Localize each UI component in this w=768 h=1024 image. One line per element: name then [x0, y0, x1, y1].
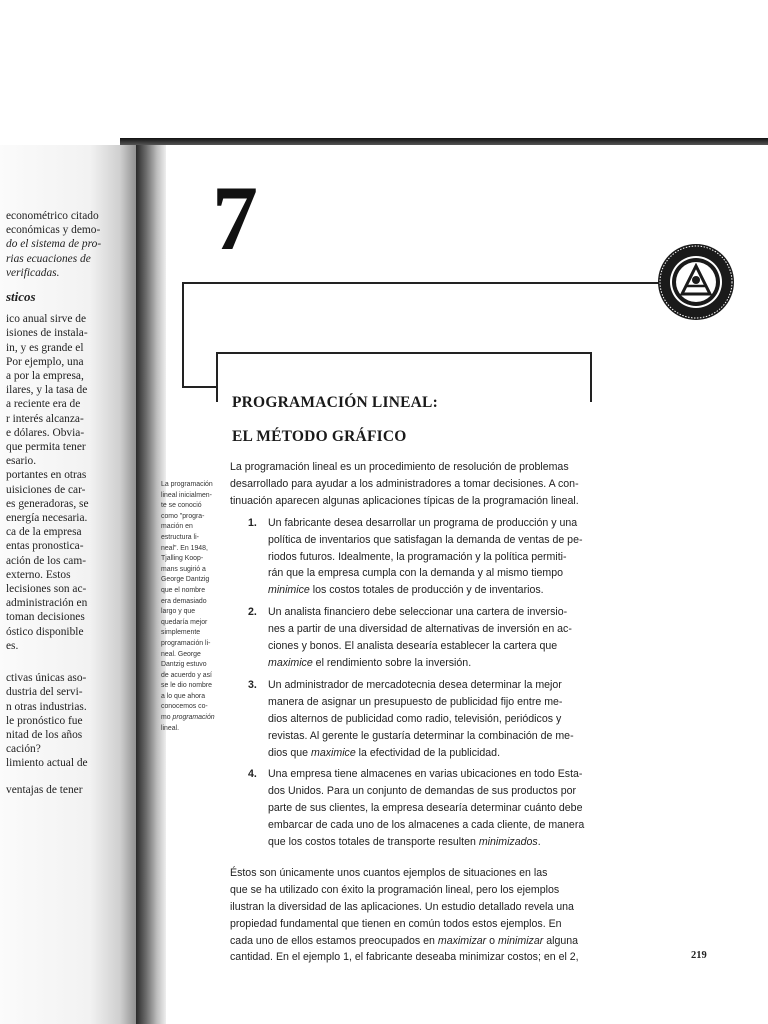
text-line: rán que la empresa cumpla con la demanda y al mismo tiempo — [268, 567, 564, 580]
text-line: portantes en otras — [6, 469, 87, 482]
title-frame-line — [216, 352, 592, 354]
title-frame-line — [182, 282, 184, 387]
text-line: limiento actual de — [6, 757, 88, 770]
note-line: lineal inicialmen- — [161, 491, 212, 499]
title-frame-line — [182, 282, 666, 284]
margin-note — [161, 480, 236, 734]
note-line: lineal. — [161, 724, 180, 732]
text-line: óstico disponible — [6, 625, 84, 638]
text-line: es generadoras, se — [6, 497, 89, 510]
text-line: revistas. Al gerente le gustaría determinar la combinación de me- — [268, 729, 574, 742]
text-line: n otras industrias. — [6, 700, 87, 713]
list-number: 3. — [248, 678, 257, 691]
note-line: mo programación — [161, 714, 215, 722]
text-line: maximice el rendimiento sobre la inversión. — [268, 656, 472, 669]
seal-icon — [656, 242, 736, 322]
text-line: dustria del servi- — [6, 686, 83, 699]
note-line: de acuerdo y así — [161, 671, 212, 679]
list-number: 1. — [248, 516, 257, 529]
list-number: 4. — [248, 768, 257, 781]
text-line: Un fabricante desea desarrollar un programa de producción y una — [268, 516, 578, 529]
text-line: tinuación aparecen algunas aplicaciones típicas de la programación lineal. — [230, 494, 579, 507]
text-line: econométrico citado — [6, 210, 99, 222]
note-line: mans sugirió a — [161, 565, 206, 573]
text-line: que se ha utilizado con éxito la programación lineal, pero los ejemplos — [230, 883, 560, 896]
text-line: Un administrador de mercadotecnia desea determinar la mejor — [268, 678, 562, 691]
note-line: neal. George — [161, 650, 201, 658]
text-line: minimice los costos totales de producción y de inventarios. — [268, 584, 544, 597]
text-line: Por ejemplo, una — [6, 355, 84, 368]
text-line: dos Unidos. Para un conjunto de demandas de sus productos por — [268, 785, 577, 798]
note-line: mación en — [161, 523, 193, 531]
note-line: George Dantzig — [161, 576, 210, 584]
note-line: simplemente — [161, 629, 201, 637]
text-line: administración en — [6, 597, 88, 610]
section-heading: sticos — [6, 289, 36, 305]
list-item — [248, 604, 575, 672]
note-line: neal". En 1948, — [161, 544, 208, 552]
title-frame-line — [216, 352, 218, 402]
text-line: Un analista financiero debe seleccionar una cartera de inversio- — [268, 606, 568, 619]
text-line: ctivas únicas aso- — [6, 672, 87, 685]
text-line: ca de la empresa — [6, 526, 82, 539]
text-line: riodos futuros. Idealmente, la programación y la política permiti- — [268, 550, 567, 563]
text-line: in, y es grande el — [6, 341, 84, 354]
note-line: La programación — [161, 481, 213, 488]
text-line: cada uno de ellos estamos preocupados en maximizar o minimizar alguna — [230, 934, 579, 947]
text-line: le pronóstico fue — [6, 714, 83, 727]
text-line: e dólares. Obvia- — [6, 426, 85, 439]
note-line: era demasiado — [161, 597, 207, 605]
text-line: esario. — [6, 455, 37, 468]
note-line: a lo que ahora — [161, 692, 206, 700]
text-line: verificadas. — [6, 266, 60, 279]
text-line: toman decisiones — [6, 611, 85, 624]
chapter-title-line: EL MÉTODO GRÁFICO — [232, 428, 407, 445]
note-line: Dantzig estuvo — [161, 661, 207, 669]
text-line: propiedad fundamental que tienen en común todos estos ejemplos. En — [230, 917, 562, 930]
text-line: r interés alcanza- — [6, 412, 84, 425]
text-line: económicas y demo- — [6, 224, 101, 237]
text-line: Una empresa tiene almacenes en varias ubicaciones en todo Esta- — [268, 768, 583, 781]
text-line: dios que maximice la efectividad de la publicidad. — [268, 746, 501, 759]
title-frame-line — [182, 386, 216, 388]
text-line: lecisiones son ac- — [6, 583, 87, 596]
text-line: ico anual sirve de — [6, 313, 87, 326]
note-line: se le dio nombre — [161, 682, 212, 690]
text-line: que los costos totales de transporte resulten minimizados. — [268, 836, 541, 849]
text-line: La programación lineal es un procedimiento de resolución de problemas — [230, 461, 569, 473]
chapter-title-line: PROGRAMACIÓN LINEAL: — [232, 394, 438, 411]
text-line: do el sistema de pro- — [6, 238, 102, 251]
note-line: como "progra- — [161, 512, 205, 520]
text-line: embarcar de cada uno de los almacenes a cada cliente, de manera — [268, 819, 585, 832]
note-line: largo y que — [161, 608, 196, 616]
list-item — [248, 515, 583, 600]
text-line: cación? — [6, 743, 41, 756]
text-line: entas pronostica- — [6, 540, 84, 553]
text-line: ventajas de tener — [6, 783, 83, 796]
list-item — [248, 766, 585, 851]
text-line: ciones y bonos. El analista desearía establecer la cartera que — [268, 640, 558, 653]
page-number: 219 — [691, 950, 707, 961]
text-line: ilares, y la tasa de — [6, 384, 88, 397]
chapter-number: 7 — [212, 167, 258, 269]
text-line: nes a partir de una diversidad de alternativas de inversión en ac- — [268, 623, 572, 636]
note-line: quedaría mejor — [161, 618, 208, 626]
text-line: rias ecuaciones de — [6, 252, 91, 265]
text-line: energía necesaria. — [6, 512, 88, 525]
note-line: que el nombre — [161, 586, 206, 594]
text-line: es. — [6, 639, 19, 652]
closing-paragraph — [230, 865, 579, 966]
text-line: nitad de los años — [6, 728, 83, 741]
intro-paragraph — [230, 459, 579, 510]
chapter-title — [232, 386, 438, 454]
note-line: te se conoció — [161, 502, 202, 510]
text-line: a reciente era de — [6, 398, 81, 411]
facing-page-text — [6, 209, 118, 797]
note-line: estructura li- — [161, 533, 199, 541]
text-line: política de inventarios que satisfagan la demanda de ventas de pe- — [268, 533, 583, 546]
text-line: parte de sus clientes, la empresa desearía determinar cuánto debe — [268, 802, 583, 815]
text-line: ilustran la diversidad de las aplicaciones. Un estudio detallado revela una — [230, 900, 574, 913]
text-line: a por la empresa, — [6, 370, 84, 383]
list-number: 2. — [248, 606, 257, 619]
facing-page — [0, 145, 150, 1024]
top-rule — [120, 138, 768, 145]
body-text — [230, 459, 585, 966]
text-line: que permita tener — [6, 441, 86, 454]
text-line: ación de los cam- — [6, 554, 87, 567]
text-line: externo. Estos — [6, 568, 71, 581]
note-line: Tjalling Koop- — [161, 555, 204, 563]
text-line: desarrollado para ayudar a los administradores a tomar decisiones. A con- — [230, 477, 579, 490]
text-line: cantidad. En el ejemplo 1, el fabricante deseaba minimizar costos; en el 2, — [230, 951, 579, 964]
text-line: uisiciones de car- — [6, 483, 86, 496]
text-line: dios alternos de publicidad como radio, televisión, periódicos y — [268, 712, 562, 725]
note-line: programación li- — [161, 639, 211, 647]
text-line: Éstos son únicamente unos cuantos ejemplos de situaciones en las — [230, 866, 548, 879]
text-line: manera de asignar un presupuesto de publicidad fijo entre me- — [268, 695, 563, 708]
list-item — [248, 677, 575, 762]
text-line: isiones de instala- — [6, 327, 88, 340]
note-line: conocemos co- — [161, 703, 208, 711]
title-frame-line — [590, 352, 592, 402]
